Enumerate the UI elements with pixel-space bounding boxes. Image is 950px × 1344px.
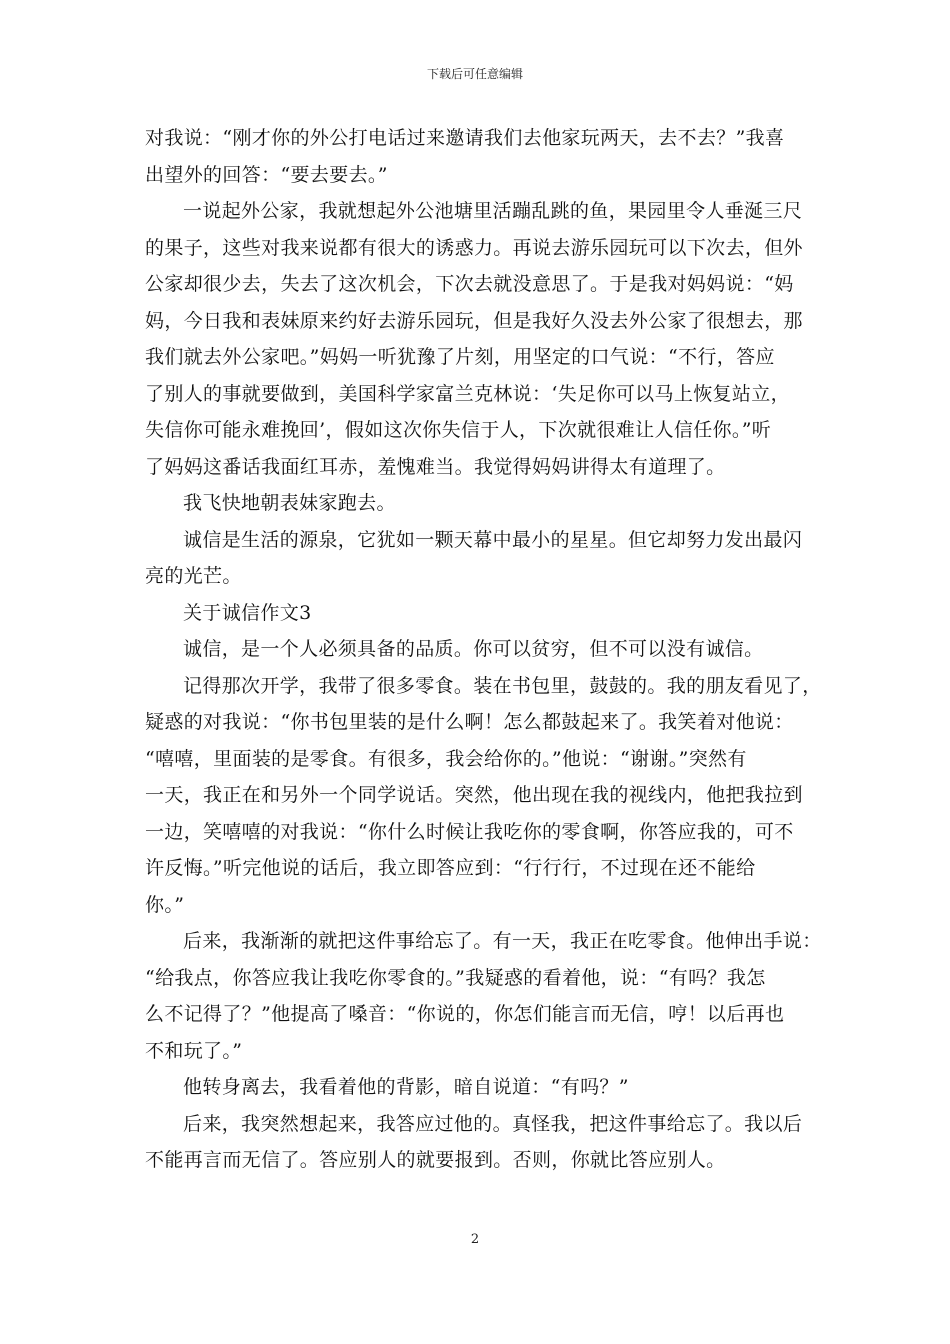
text-line: 诚信，是一个人必须具备的品质。你可以贫穷，但不可以没有诚信。 xyxy=(183,638,764,660)
text-line: 不和玩了。” xyxy=(145,1039,243,1062)
paragraph xyxy=(145,120,810,193)
text-line: 诚信是生活的源泉，它犹如一颗天幕中最小的星星。但它却努力发出最闪 xyxy=(183,528,803,551)
text-line: 一边，笑嘻嘻的对我说：“你什么时候让我吃你的零食啊，你答应我的，可不 xyxy=(145,820,794,843)
text-line: 妈，今日我和表妹原来约好去游乐园玩，但是我好久没去外公家了很想去，那 xyxy=(145,309,803,332)
text-line: 关于诚信作文3 xyxy=(183,601,312,624)
header-text: 下载后可任意编辑 xyxy=(426,67,523,81)
text-line: 许反悔。”听完他说的话后，我立即答应到：“行行行，不过现在还不能给 xyxy=(145,857,756,879)
paragraph xyxy=(145,631,810,668)
text-line: 他转身离去，我看着他的背影，暗自说道：“有吗？” xyxy=(183,1076,629,1098)
text-line: 的果子，这些对我来说都有很大的诱惑力。再说去游乐园玩可以下次去，但外 xyxy=(145,236,803,259)
text-line: 后来，我渐渐的就把这件事给忘了。有一天，我正在吃零食。他伸出手说： xyxy=(183,930,822,952)
text-line: 了别人的事就要做到，美国科学家富兰克林说：‘失足你可以马上恢复站立， xyxy=(145,382,790,405)
page-header xyxy=(0,66,950,82)
text-line: 不能再言而无信了。答应别人的就要报到。否则，你就比答应别人。 xyxy=(145,1149,726,1171)
paragraph xyxy=(145,923,822,1069)
text-line: 一天，我正在和另外一个同学说话。突然，他出现在我的视线内，他把我拉到 xyxy=(145,784,803,806)
page-number: 2 xyxy=(470,1232,480,1247)
page-footer xyxy=(0,1232,950,1248)
text-line: 公家却很少去，失去了这次机会，下次去就没意思了。于是我对妈妈说：“妈 xyxy=(145,273,794,295)
text-line: 失信你可能永难挽回’，假如这次你失信于人，下次就很难让人信任你。”听 xyxy=(145,419,772,441)
text-line: “嘻嘻，里面装的是零食。有很多，我会给你的。”他说：“谢谢。”突然有 xyxy=(145,747,747,770)
document-body xyxy=(145,120,822,1179)
text-line: 一说起外公家，我就想起外公池塘里活蹦乱跳的鱼，果园里令人垂涎三尺 xyxy=(183,200,803,222)
text-line: 我飞快地朝表妹家跑去。 xyxy=(183,492,396,514)
text-line: 疑惑的对我说：“你书包里装的是什么啊！怎么都鼓起来了。我笑着对他说： xyxy=(145,711,794,733)
text-line: “给我点，你答应我让我吃你零食的。”我疑惑的看着他，说：“有吗？我怎 xyxy=(145,966,766,989)
text-line: 么不记得了？”他提高了嗓音：“你说的，你怎们能言而无信，哼！以后再也 xyxy=(145,1003,785,1025)
paragraph xyxy=(145,1069,810,1106)
text-line: 你。” xyxy=(145,893,185,916)
paragraph xyxy=(145,1106,810,1179)
text-line: 了妈妈这番话我面红耳赤，羞愧难当。我觉得妈妈讲得太有道理了。 xyxy=(145,455,726,478)
paragraph xyxy=(145,485,810,522)
paragraph xyxy=(145,193,810,485)
paragraph xyxy=(145,595,810,632)
text-line: 亮的光芒。 xyxy=(145,565,242,587)
text-line: 后来，我突然想起来，我答应过他的。真怪我，把这件事给忘了。我以后 xyxy=(183,1112,803,1135)
text-line: 记得那次开学，我带了很多零食。装在书包里，鼓鼓的。我的朋友看见了， xyxy=(183,674,822,697)
paragraph xyxy=(145,522,810,595)
text-line: 对我说：“刚才你的外公打电话过来邀请我们去他家玩两天，去不去？”我喜 xyxy=(145,127,785,149)
paragraph xyxy=(145,668,822,924)
text-line: 我们就去外公家吧。”妈妈一听犹豫了片刻，用坚定的口气说：“不行，答应 xyxy=(145,346,775,368)
text-line: 出望外的回答：“要去要去。” xyxy=(145,163,388,186)
